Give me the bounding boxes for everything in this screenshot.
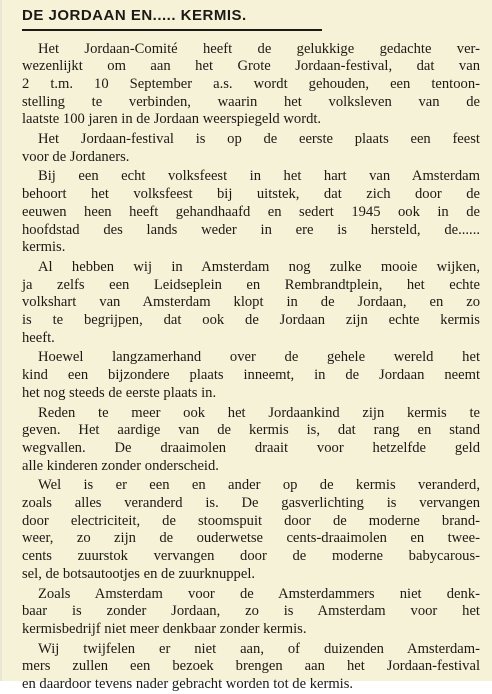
paragraph-line: Het Jordaan-Comité heeft de gelukkige gedachte ver- [38, 40, 480, 57]
article-paragraph [22, 641, 480, 694]
article-paragraph [22, 405, 480, 476]
paragraph-line: wegvallen. De draaimolen draait voor hetzelfde geld [22, 439, 480, 456]
paragraph-line: Zoals Amsterdam voor de Amsterdammers niet denk- [38, 585, 480, 602]
paragraph-line: laatste 100 jaren in de Jordaan weerspiegeld wordt. [22, 111, 322, 128]
paragraph-line: behoort het volksfeest bij uitstek, dat zich door de [22, 186, 480, 203]
article-paragraph [22, 259, 480, 348]
paragraph-line: ja zelfs een Leidseplein en Rembrandtplein, het echte [22, 276, 480, 293]
paragraph-line: geven. Het aardige van de kermis is, dat rang en stand [22, 422, 480, 439]
paragraph-line: zoals alles veranderd is. De gasverlichting is vervangen [22, 495, 480, 512]
paragraph-line: Reden te meer ook het Jordaankind zijn kermis te [38, 404, 480, 421]
article-paragraph [22, 131, 480, 166]
paragraph-line: alle kinderen zonder onderscheid. [22, 457, 219, 474]
paragraph-line: 2 t.m. 10 September a.s. wordt gehouden, een tentoon- [22, 75, 480, 92]
paragraph-line: volkshart van Amsterdam klopt in de Jordaan, en zo [22, 294, 480, 311]
paragraph-line: stelling te verbinden, waarin het volksleven van de [22, 93, 480, 110]
paragraph-line: sel, de botsautootjes en de zuurknuppel. [22, 565, 256, 582]
article-paragraph [22, 349, 480, 402]
title-underline [22, 29, 322, 31]
paragraph-line: hoofdstad des lands weder in ere is hersteld, de...... [22, 221, 480, 238]
paragraph-line: Al hebben wij in Amsterdam nog zulke mooie wijken, [38, 258, 480, 275]
article-body [22, 41, 480, 694]
paragraph-line: Bij een echt volksfeest in het hart van Amsterdam [38, 168, 480, 185]
paragraph-line: het nog steeds de eerste plaats in. [22, 384, 217, 401]
paragraph-line: mers zullen een bezoek brengen aan het Jordaan-festival [22, 658, 480, 675]
paragraph-line: cents zuurstok vervangen door de moderne babycarous- [22, 548, 480, 565]
paragraph-line: is te begrijpen, dat ook de Jordaan zijn echte kermis [22, 312, 480, 329]
paragraph-line: voor de Jordaners. [22, 148, 130, 165]
paragraph-line: eeuwen heen heeft gehandhaafd en sedert 1945 ook in de [22, 203, 480, 220]
paragraph-line: Het Jordaan-festival is op de eerste plaats een feest [38, 131, 480, 148]
paragraph-line: heeft. [22, 329, 55, 346]
article-paragraph [22, 168, 480, 257]
paragraph-line: kermisbedrijf niet meer denkbaar zonder kermis. [22, 621, 307, 637]
paragraph-line: Wij twijfelen er niet aan, of duizenden Amsterdam- [38, 640, 480, 657]
paragraph-line: en daardoor tevens nader gebracht worden tot de kermis. [22, 676, 354, 693]
article-paragraph [22, 586, 480, 639]
paragraph-line: Wel is er een en ander op de kermis veranderd, [38, 477, 480, 494]
article-paragraph [22, 41, 480, 130]
article-paragraph [22, 477, 480, 583]
paragraph-line: kermis. [22, 239, 66, 256]
paragraph-line: weer, zo zijn de ouderwetse cents-draaimolen en twee- [22, 530, 480, 547]
paragraph-line: kind een bijzondere plaats inneemt, in de Jordaan neemt [22, 367, 480, 384]
article-title: DE JORDAAN EN..... KERMIS. [22, 7, 247, 24]
paragraph-line: wezenlijkt om aan het Grote Jordaan-festival, dat van [22, 58, 480, 75]
paragraph-line: Hoewel langzamerhand over de gehele wereld het [38, 349, 480, 366]
paragraph-line: door electriciteit, de stoomspuit door de moderne brand- [22, 512, 480, 529]
paragraph-line: baar is zonder Jordaan, zo is Amsterdam voor het [22, 603, 480, 620]
